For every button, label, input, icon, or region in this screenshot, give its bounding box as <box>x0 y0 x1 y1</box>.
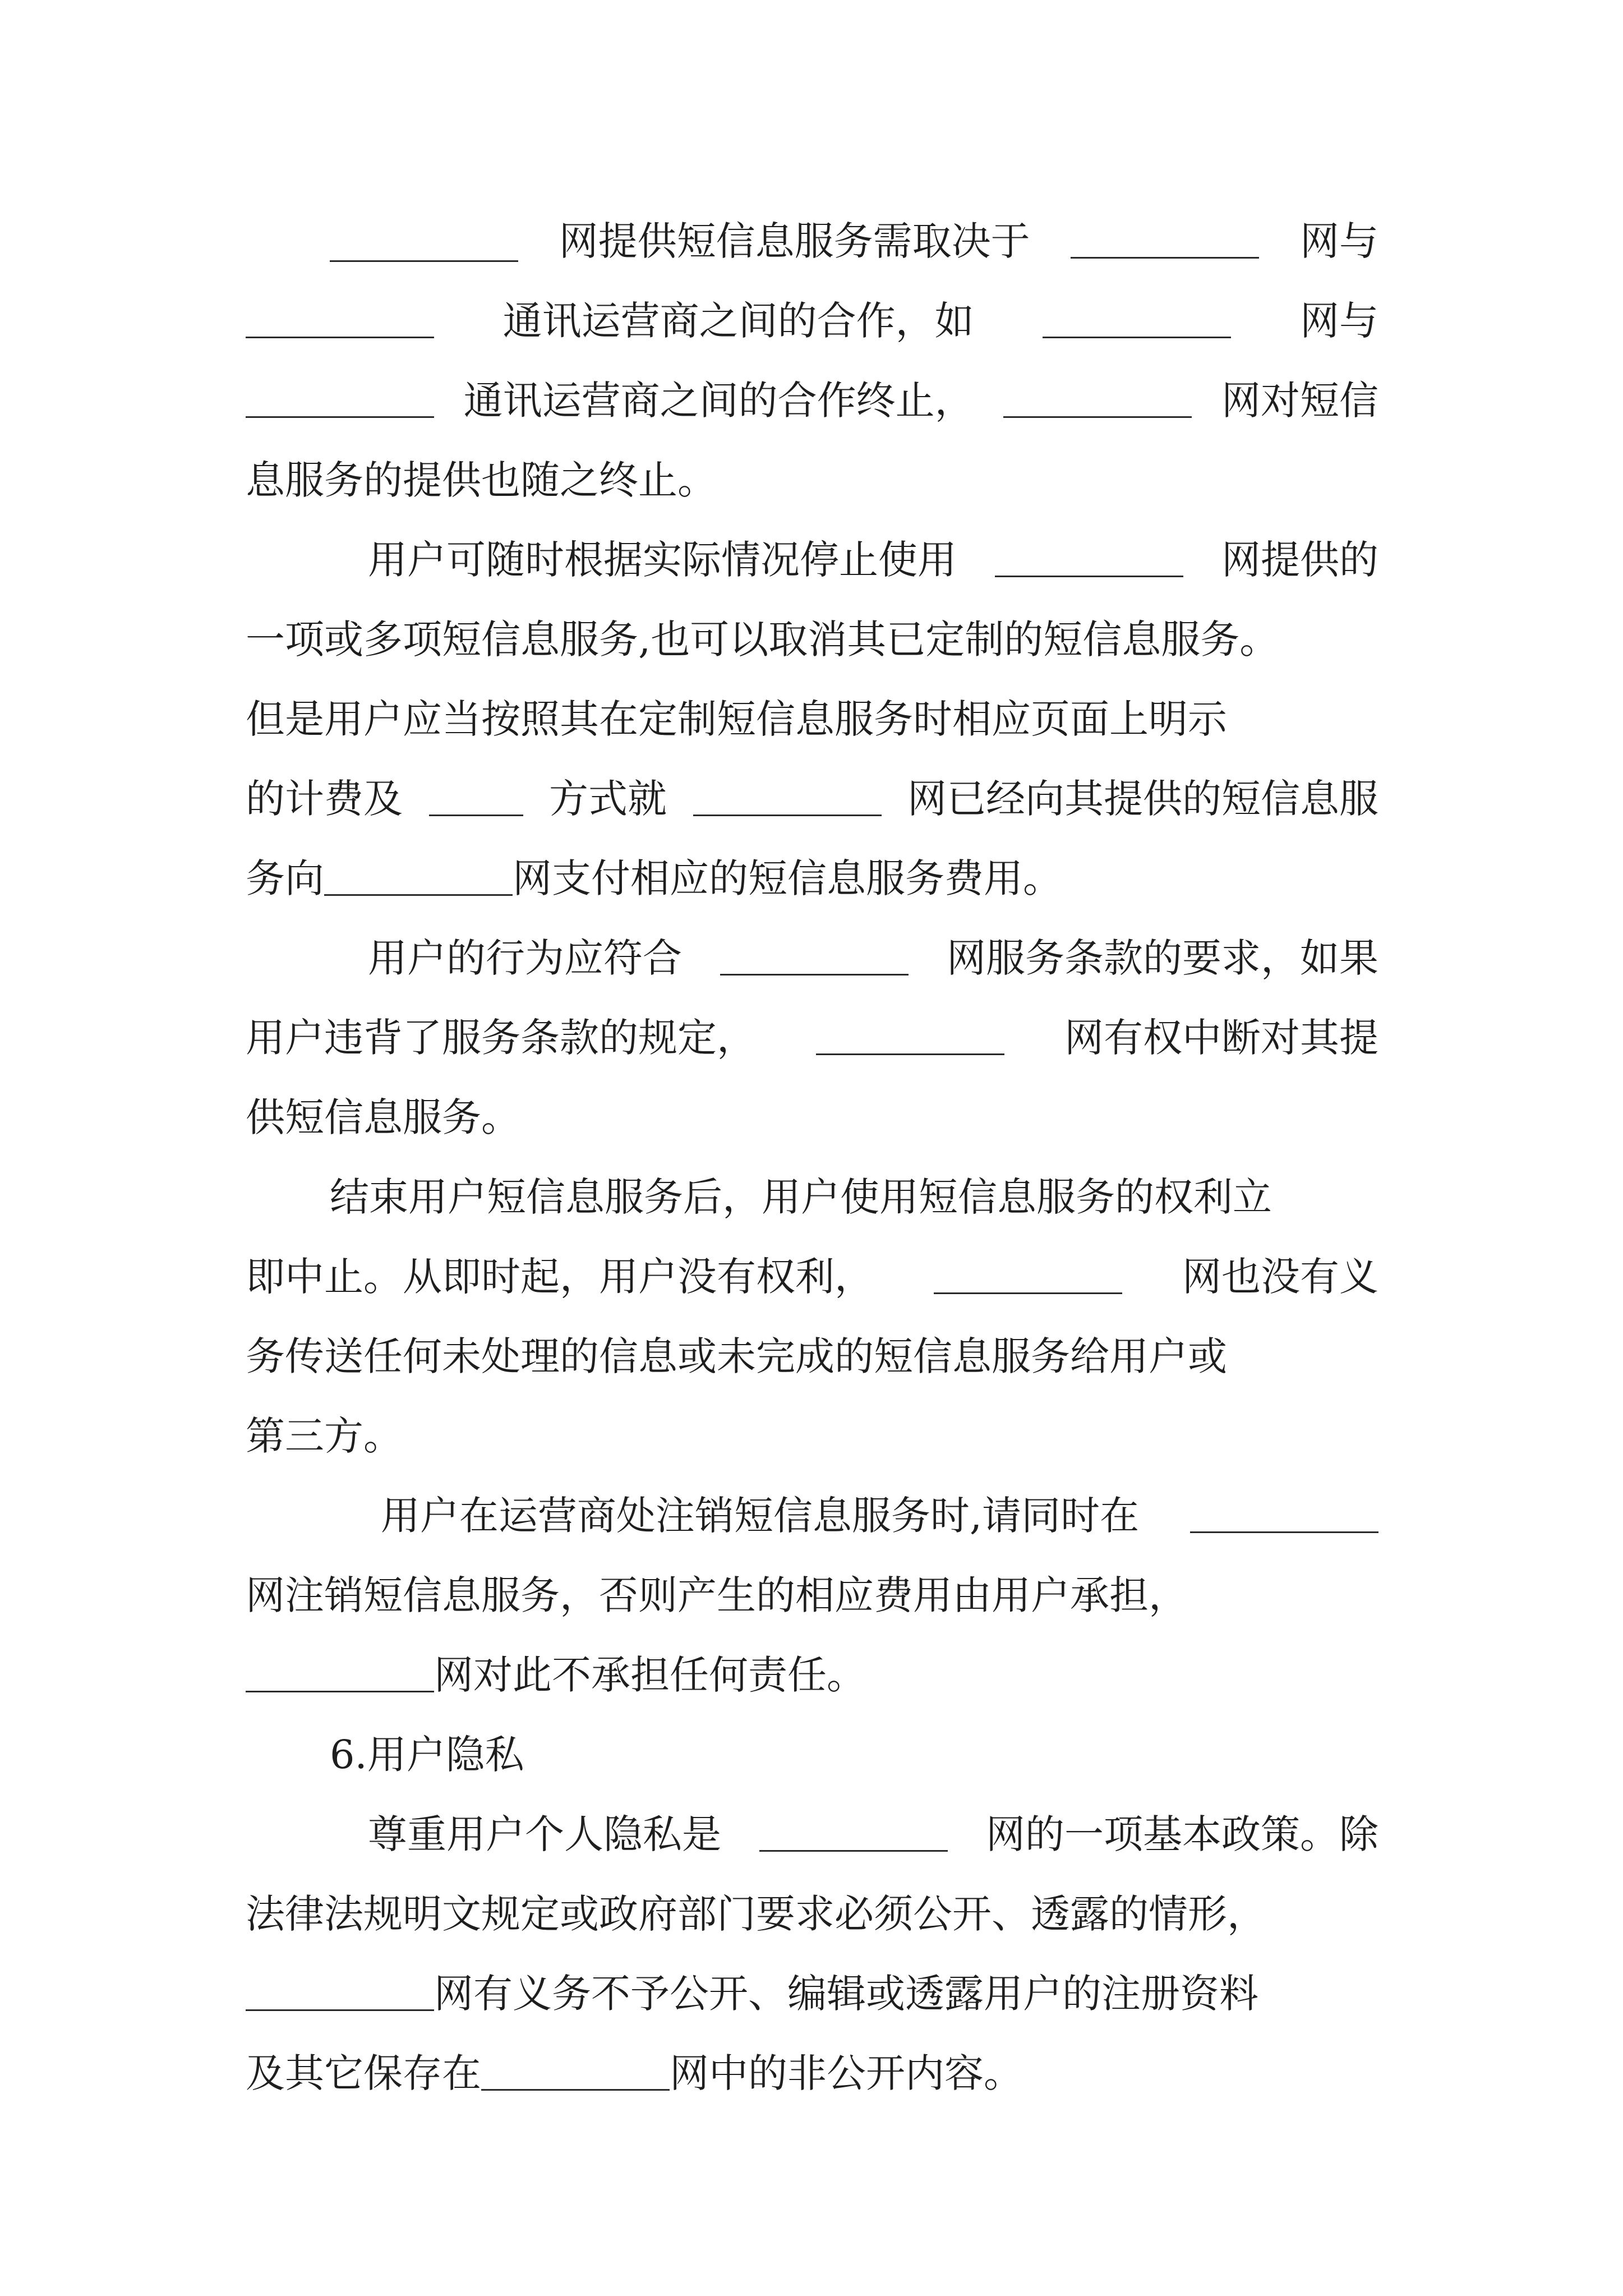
text-line <box>246 1961 1378 2027</box>
text-segment: 网对短信 <box>1221 378 1378 424</box>
text-line <box>246 527 1378 593</box>
fill-blank <box>324 855 513 896</box>
fill-blank <box>759 1811 948 1852</box>
text-segment: 务向 <box>246 855 324 901</box>
text-segment: 及其它保存在 <box>246 2050 481 2096</box>
fill-blank <box>816 1014 1004 1055</box>
fill-blank <box>720 935 909 976</box>
text-segment: 供短信息服务。 <box>246 1094 520 1140</box>
text-segment: 网与 <box>1299 218 1378 264</box>
fill-blank <box>429 775 523 816</box>
text-line <box>246 925 1378 991</box>
text-segment: 尊重用户个人隐私是 <box>368 1811 721 1857</box>
text-segment: 用户可随时根据实际情况停止使用 <box>368 537 957 583</box>
fill-blank <box>246 1970 434 2011</box>
text-line <box>246 367 1378 434</box>
text-segment: 网也没有义 <box>1182 1254 1378 1300</box>
text-line <box>246 1403 1378 1469</box>
text-line <box>246 1562 1378 1628</box>
text-segment: 网支付相应的短信息服务费用。 <box>513 855 1062 901</box>
text-segment: 的计费及 <box>246 776 403 822</box>
text-segment: 但是用户应当按照其在定制短信息服务时相应页面上明示 <box>246 696 1227 742</box>
text-segment: 网中的非公开内容。 <box>670 2050 1023 2096</box>
text-line <box>246 845 1378 912</box>
text-segment: 6.用户隐私 <box>330 1732 524 1778</box>
fill-blank <box>1190 1492 1378 1533</box>
text-segment: 网有义务不予公开、编辑或透露用户的注册资料 <box>434 1971 1258 2017</box>
text-segment: 一项或多项短信息服务,也可以取消其已定制的短信息服务。 <box>246 616 1279 662</box>
text-line <box>246 606 1378 673</box>
text-segment: 网服务条款的要求，如果 <box>947 935 1378 981</box>
text-segment: 务传送任何未处理的信息或未完成的短信息服务给用户或 <box>246 1333 1227 1379</box>
fill-blank <box>330 221 518 262</box>
text-line <box>246 686 1378 752</box>
text-line <box>246 208 1378 274</box>
text-line <box>246 1244 1378 1310</box>
text-segment: 第三方。 <box>246 1413 403 1459</box>
text-segment: 网与 <box>1299 298 1378 344</box>
text-segment: 用户违背了服务条款的规定， <box>246 1015 756 1061</box>
text-segment: 法律法规明文规定或政府部门要求必须公开、透露的情形， <box>246 1891 1266 1937</box>
fill-blank <box>693 775 882 816</box>
text-segment: 通讯运营商之间的合作终止， <box>463 378 974 424</box>
fill-blank <box>246 377 434 418</box>
text-segment: 用户在运营商处注销短信息服务时,请同时在 <box>380 1493 1140 1539</box>
text-segment: 结束用户短信息服务后，用户使用短信息服务的权利立 <box>330 1174 1272 1220</box>
fill-blank <box>246 297 434 338</box>
section-heading <box>246 1722 1378 1788</box>
text-line <box>246 766 1378 832</box>
fill-blank <box>1071 218 1259 259</box>
text-segment: 网注销短信息服务，否则产生的相应费用由用户承担， <box>246 1572 1188 1618</box>
text-line <box>246 1005 1378 1071</box>
text-segment: 网已经向其提供的短信息服 <box>907 776 1378 822</box>
text-segment: 网提供的 <box>1221 537 1378 583</box>
text-segment: 息服务的提供也随之终止。 <box>246 457 717 503</box>
text-line <box>246 447 1378 513</box>
fill-blank <box>246 1651 434 1692</box>
fill-blank <box>1043 297 1231 338</box>
text-segment: 方式就 <box>549 776 667 822</box>
fill-blank <box>481 2050 670 2091</box>
text-segment: 网有权中断对其提 <box>1064 1015 1378 1061</box>
text-segment: 网提供短信息服务需取决于 <box>559 218 1030 264</box>
text-segment: 通讯运营商之间的合作，如 <box>502 298 974 344</box>
text-line <box>246 1801 1378 1867</box>
text-segment: 即中止。从即时起，用户没有权利， <box>246 1254 874 1300</box>
text-segment: 用户的行为应符合 <box>368 935 682 981</box>
fill-blank <box>934 1253 1122 1294</box>
fill-blank <box>995 536 1183 577</box>
text-line <box>246 1084 1378 1151</box>
fill-blank <box>1003 377 1192 418</box>
text-line <box>246 1323 1378 1389</box>
text-line <box>246 1483 1378 1549</box>
text-segment: 网的一项基本政策。除 <box>986 1811 1378 1857</box>
text-line <box>246 288 1378 354</box>
text-line <box>246 1164 1378 1230</box>
text-line <box>246 1642 1378 1708</box>
text-line <box>246 1881 1378 1947</box>
text-segment: 网对此不承担任何责任。 <box>434 1652 866 1698</box>
text-line <box>246 2040 1378 2106</box>
